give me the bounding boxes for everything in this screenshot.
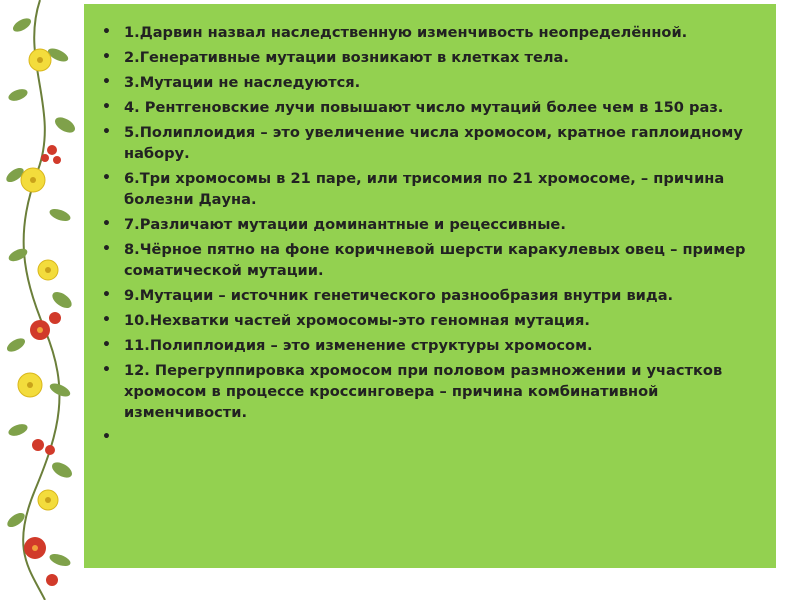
bullet-icon: • xyxy=(102,362,111,378)
statement-item xyxy=(100,239,746,281)
statement-text: 8.Чёрное пятно на фоне коричневой шерсти каракулевых овец – пример соматической мутации. xyxy=(124,241,746,279)
statement-item xyxy=(100,168,746,210)
statement-item xyxy=(100,72,746,93)
floral-vine-icon xyxy=(0,0,90,600)
statement-text: 3.Мутации не наследуются. xyxy=(124,74,361,91)
bullet-icon: • xyxy=(102,337,111,353)
statements-panel xyxy=(84,4,776,568)
statement-item xyxy=(100,310,746,331)
statement-text: 11.Полиплоидия – это изменение структуры хромосом. xyxy=(124,337,593,354)
statement-item xyxy=(100,22,746,43)
statement-item xyxy=(100,97,746,118)
bullet-icon: • xyxy=(102,312,111,328)
bullet-icon: • xyxy=(102,99,111,115)
bullet-icon: • xyxy=(102,170,111,186)
statement-text: 12. Перегруппировка хромосом при половом размножении и участков хромосом в процессе кроссинговера – причина комбинативной изменчивости. xyxy=(124,362,723,421)
statement-text: 6.Три хромосомы в 21 паре, или трисомия по 21 хромосоме, – причина болезни Дауна. xyxy=(124,170,725,208)
statement-text: 4. Рентгеновские лучи повышают число мутаций более чем в 150 раз. xyxy=(124,99,724,116)
bullet-icon: • xyxy=(102,24,111,40)
statement-text: 1.Дарвин назвал наследственную изменчивость неопределённой. xyxy=(124,24,688,41)
statement-text: 10.Нехватки частей хромосомы-это геномная мутация. xyxy=(124,312,590,329)
bullet-icon: • xyxy=(102,124,111,140)
statement-item xyxy=(100,285,746,306)
bullet-icon: • xyxy=(102,49,111,65)
empty-statement-item xyxy=(100,427,746,448)
bullet-icon: • xyxy=(102,74,111,90)
bullet-icon: • xyxy=(102,429,111,445)
statement-text: 9.Мутации – источник генетического разнообразия внутри вида. xyxy=(124,287,674,304)
bullet-icon: • xyxy=(102,287,111,303)
statement-text: 7.Различают мутации доминантные и рецессивные. xyxy=(124,216,566,233)
statement-item xyxy=(100,360,746,423)
bullet-icon: • xyxy=(102,241,111,257)
statement-item xyxy=(100,335,746,356)
statements-list xyxy=(100,22,746,448)
statement-item xyxy=(100,122,746,164)
statement-text: 5.Полиплоидия – это увеличение числа хромосом, кратное гаплоидному набору. xyxy=(124,124,743,162)
bullet-icon: • xyxy=(102,216,111,232)
statement-item xyxy=(100,47,746,68)
statement-item xyxy=(100,214,746,235)
statement-text: 2.Генеративные мутации возникают в клетках тела. xyxy=(124,49,569,66)
